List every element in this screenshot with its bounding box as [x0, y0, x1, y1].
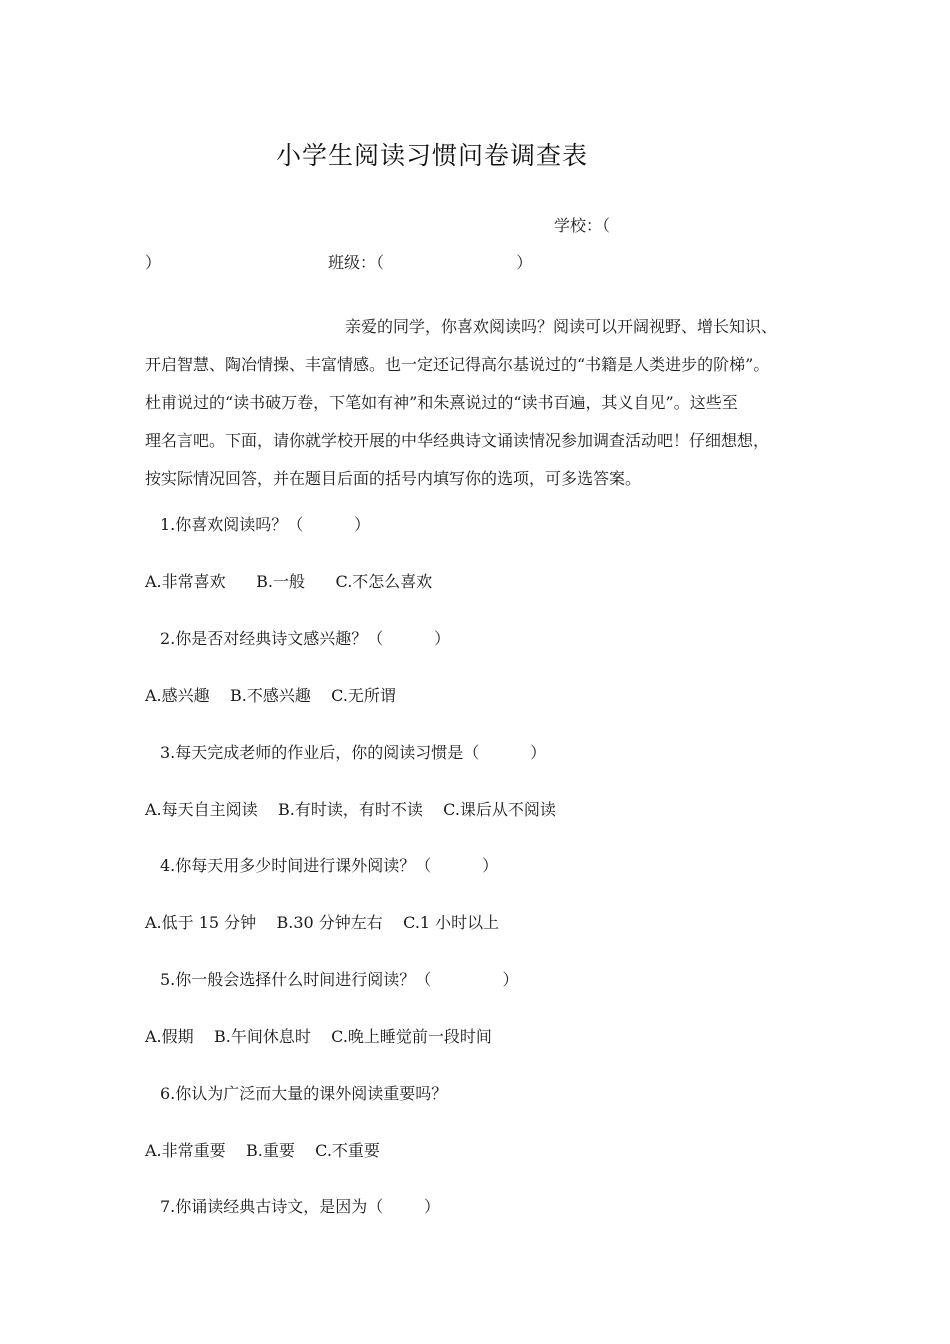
- school-close: ）: [145, 253, 162, 272]
- school-label: 学校：（: [554, 216, 611, 235]
- intro-line: 按实际情况回答，并在题目后面的括号内填写你的选项，可多选答案。: [145, 469, 642, 488]
- intro-line: 理名言吧。下面，请你就学校开展的中华经典诗文诵读情况参加调查活动吧！仔细想想，: [145, 431, 770, 450]
- question-2: 2.你是否对经典诗文感兴趣？（ ）: [160, 629, 451, 648]
- options-3: A.每天自主阅读 B.有时读，有时不读 C.课后从不阅读: [145, 800, 556, 819]
- options-1: A.非常喜欢 B.一般 C.不怎么喜欢: [145, 572, 433, 591]
- question-1: 1.你喜欢阅读吗？（ ）: [160, 515, 371, 534]
- question-5: 5.你一般会选择什么时间进行阅读？（ ）: [160, 970, 519, 989]
- question-7: 7.你诵读经典古诗文，是因为（ ）: [160, 1197, 440, 1216]
- question-3: 3.每天完成老师的作业后，你的阅读习惯是（ ）: [160, 743, 547, 762]
- intro-line: 杜甫说过的“读书破万卷，下笔如有神”和朱熹说过的“读书百遍，其义自见”。这些至: [145, 393, 738, 412]
- question-4: 4.你每天用多少时间进行课外阅读？（ ）: [160, 856, 499, 875]
- options-5: A.假期 B.午间休息时 C.晚上睡觉前一段时间: [145, 1027, 492, 1046]
- question-6: 6.你认为广泛而大量的课外阅读重要吗？: [160, 1084, 448, 1103]
- intro-line: 亲爱的同学，你喜欢阅读吗？阅读可以开阔视野、增长知识、: [345, 317, 778, 336]
- intro-paragraph: [145, 308, 825, 498]
- options-6: A.非常重要 B.重要 C.不重要: [145, 1141, 380, 1160]
- page-title: 小学生阅读习惯问卷调查表: [276, 141, 589, 170]
- options-4: A.低于 15 分钟 B.30 分钟左右 C.1 小时以上: [145, 913, 500, 932]
- intro-line: 开启智慧、陶冶情操、丰富情感。也一定还记得高尔基说过的“书籍是人类进步的阶梯”。: [145, 355, 770, 374]
- options-2: A.感兴趣 B.不感兴趣 C.无所谓: [145, 686, 396, 705]
- class-label: 班级：（ ）: [328, 253, 533, 272]
